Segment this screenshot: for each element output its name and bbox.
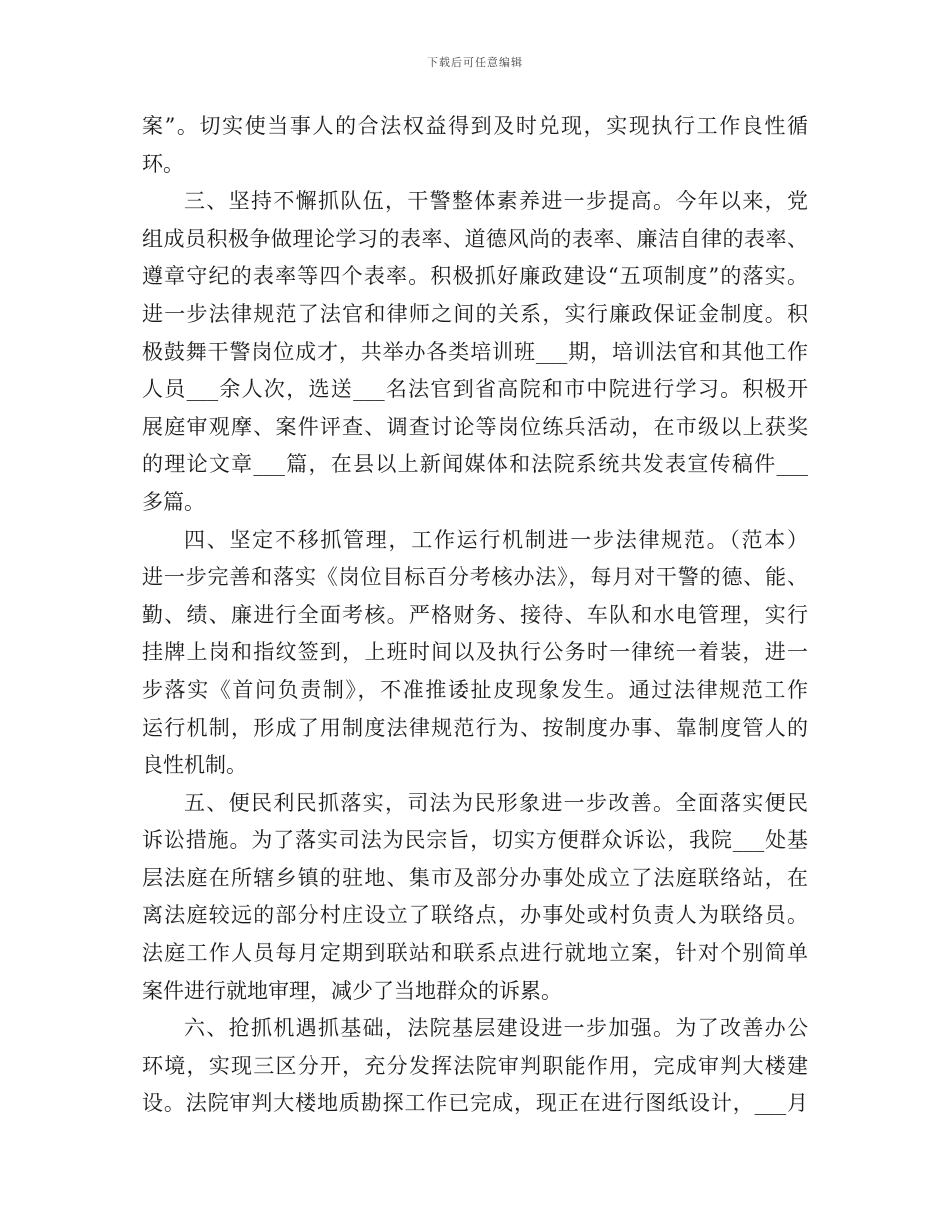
text-line: 良性机制。: [142, 753, 247, 778]
text-line: 五、便民利民抓落实，司法为民形象进一步改善。全面落实便民: [184, 790, 808, 815]
text-line: 步落实《首问负责制》，不准推诿扯皮现象发生。通过法律规范工作: [142, 677, 808, 702]
text-line: 人员___余人次，选送___名法官到省高院和市中院进行学习。积极开: [142, 377, 808, 402]
text-line: 层法庭在所辖乡镇的驻地、集市及部分办事处成立了法庭联络站，在: [142, 865, 808, 890]
text-line: 展庭审观摩、案件评查、调查讨论等岗位练兵活动，在市级以上获奖: [142, 414, 808, 439]
text-line: 设。法院审判大楼地质勘探工作已完成，现正在进行图纸设计，___月: [142, 1091, 808, 1116]
text-line: 多篇。: [142, 489, 205, 514]
text-line: 四、坚定不移抓管理，工作运行机制进一步法律规范。（范本）: [184, 527, 808, 552]
text-line: 组成员积极争做理论学习的表率、道德风尚的表率、廉洁自律的表率、: [142, 226, 808, 251]
text-line: 三、坚持不懈抓队伍，干警整体素养进一步提高。今年以来，党: [184, 189, 808, 214]
text-line: 诉讼措施。为了落实司法为民宗旨，切实方便群众诉讼，我院___处基: [142, 828, 808, 853]
page-header: 下载后可任意编辑: [427, 56, 523, 69]
text-line: 案”。切实使当事人的合法权益得到及时兑现，实现执行工作良性循: [142, 114, 808, 138]
text-line: 遵章守纪的表率等四个表率。积极抓好廉政建设“五项制度”的落实。: [142, 264, 808, 289]
text-line: 六、抢抓机遇抓基础，法院基层建设进一步加强。为了改善办公: [184, 1016, 808, 1041]
text-line: 案件进行就地审理，减少了当地群众的诉累。: [142, 978, 562, 1003]
text-line: 挂牌上岗和指纹签到，上班时间以及执行公务时一律统一着装，进一: [142, 640, 808, 665]
text-line: 勤、绩、廉进行全面考核。严格财务、接待、车队和水电管理，实行: [142, 602, 808, 627]
text-line: 进一步完善和落实《岗位目标百分考核办法》，每月对干警的德、能、: [142, 565, 808, 590]
text-line: 法庭工作人员每月定期到联站和联系点进行就地立案，针对个别简单: [142, 941, 808, 966]
text-line: 环。: [142, 151, 184, 176]
document-body: [142, 108, 808, 1123]
text-line: 进一步法律规范了法官和律师之间的关系，实行廉政保证金制度。积: [142, 301, 808, 326]
text-line: 运行机制，形成了用制度法律规范行为、按制度办事、靠制度管人的: [142, 715, 808, 740]
text-line: 环境，实现三区分开，充分发挥法院审判职能作用，完成审判大楼建: [142, 1053, 808, 1078]
text-line: 离法庭较远的部分村庄设立了联络点，办事处或村负责人为联络员。: [142, 903, 808, 928]
text-line: 的理论文章___篇，在县以上新闻媒体和法院系统共发表宣传稿件___: [142, 452, 808, 477]
text-line: 极鼓舞干警岗位成才，共举办各类培训班___期，培训法官和其他工作: [142, 339, 808, 364]
